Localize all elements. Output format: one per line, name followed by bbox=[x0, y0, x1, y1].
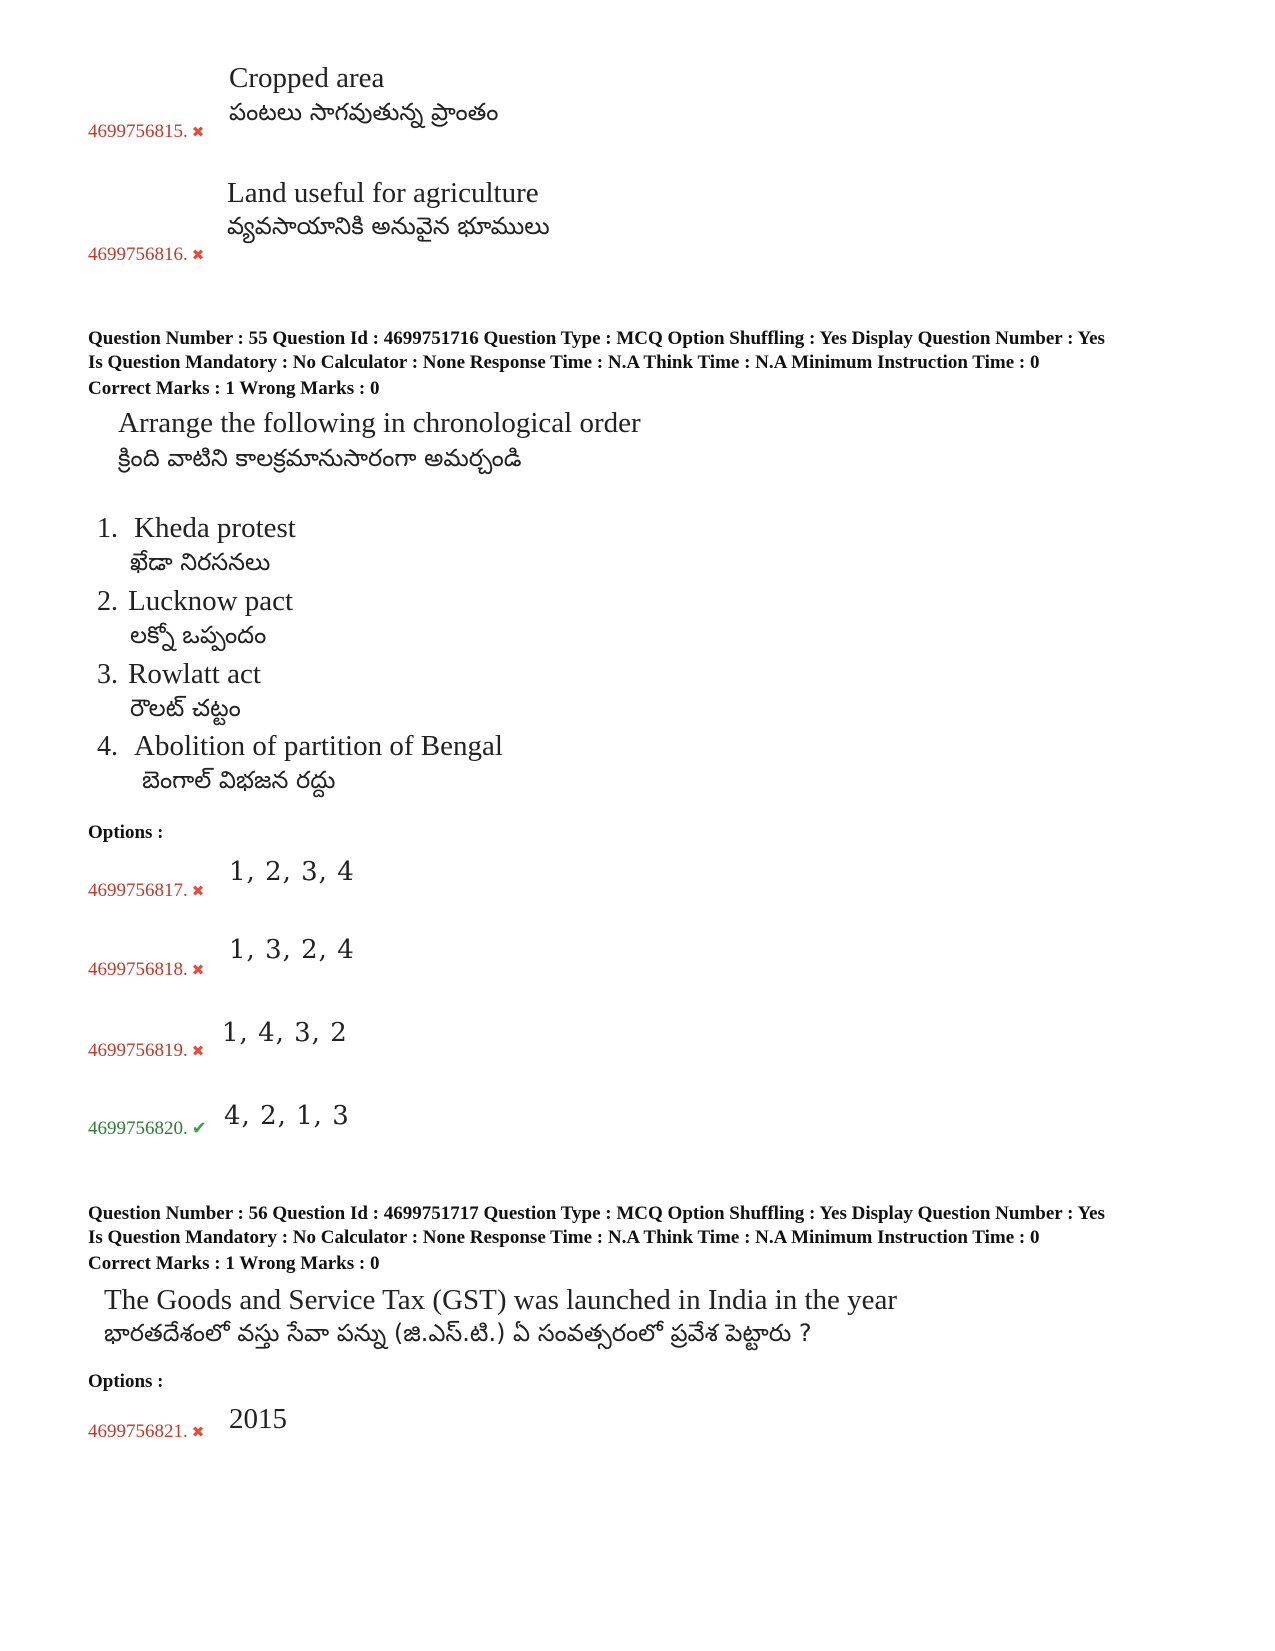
question-marks: Correct Marks : 1 Wrong Marks : 0 bbox=[88, 378, 380, 399]
options-label: Options : bbox=[88, 1371, 164, 1392]
list-item-number: 3. bbox=[97, 659, 118, 690]
options-label: Options : bbox=[88, 822, 164, 843]
question-text-en: The Goods and Service Tax (GST) was launched in India in the year bbox=[104, 1284, 898, 1316]
list-item-text-en: Rowlatt act bbox=[128, 658, 261, 690]
list-item bbox=[97, 730, 503, 763]
option-text-te: వ్యవసాయానికి అనువైన భూములు bbox=[227, 212, 550, 240]
question-meta-line: Question Number : 56 Question Id : 4699751717 Question Type : MCQ Option Shuffling : Yes Display Question Number : Yes bbox=[88, 1203, 1105, 1224]
option-text: 2015 bbox=[229, 1403, 287, 1435]
option-text: 4, 2, 1, 3 bbox=[224, 1101, 350, 1131]
option-id: 4699756817. bbox=[88, 880, 188, 901]
option-row bbox=[88, 1040, 204, 1062]
option-text: 1, 4, 3, 2 bbox=[222, 1018, 348, 1048]
option-id: 4699756818. bbox=[88, 959, 188, 980]
list-item-text-te: ఖేడా నిరసనలు bbox=[130, 548, 271, 576]
list-item-number: 2. bbox=[97, 586, 118, 617]
list-item-text-en: Lucknow pact bbox=[128, 585, 294, 617]
list-item-number: 4. bbox=[97, 731, 118, 762]
question-text-te: భారతదేశంలో వస్తు సేవా పన్ను (జి.ఎస్.టి.) ఏ సంవత్సరంలో ప్రవేశ పెట్టారు ? bbox=[104, 1319, 812, 1347]
option-row bbox=[88, 1421, 204, 1443]
cross-icon: ✖ bbox=[191, 125, 205, 141]
cross-icon: ✖ bbox=[191, 884, 205, 900]
option-text-en: Land useful for agriculture bbox=[227, 177, 539, 209]
question-text-te: క్రింది వాటిని కాలక్రమానుసారంగా అమర్చండి bbox=[118, 444, 522, 472]
list-item bbox=[97, 658, 261, 691]
list-item-text-en: Abolition of partition of Bengal bbox=[134, 730, 503, 762]
question-meta bbox=[88, 1202, 1238, 1276]
option-text-en: Cropped area bbox=[229, 62, 385, 94]
list-item-text-en: Kheda protest bbox=[134, 512, 296, 544]
option-text-te: పంటలు సాగవుతున్న ప్రాంతం bbox=[229, 98, 499, 126]
question-text-en: Arrange the following in chronological order bbox=[118, 407, 641, 439]
list-item-text-te: రౌలట్ చట్టం bbox=[130, 694, 241, 722]
option-id: 4699756819. bbox=[88, 1040, 188, 1061]
option-text: 1, 2, 3, 4 bbox=[229, 857, 355, 887]
option-row bbox=[88, 1118, 207, 1140]
question-meta-line: Question Number : 55 Question Id : 4699751716 Question Type : MCQ Option Shuffling : Yes Display Question Number : Yes bbox=[88, 328, 1105, 349]
list-item-text-te: లక్నో ఒప్పందం bbox=[130, 621, 267, 649]
list-item bbox=[97, 512, 296, 545]
option-row bbox=[88, 244, 204, 266]
question-meta bbox=[88, 327, 1238, 401]
option-id: 4699756821. bbox=[88, 1421, 188, 1442]
option-id: 4699756820. bbox=[88, 1118, 188, 1139]
option-row bbox=[88, 880, 204, 902]
check-icon: ✔ bbox=[191, 1118, 207, 1138]
cross-icon: ✖ bbox=[191, 963, 205, 979]
question-meta-line: Is Question Mandatory : No Calculator : None Response Time : N.A Think Time : N.A Minimum Instruction Time : 0 bbox=[88, 1227, 1040, 1248]
question-marks: Correct Marks : 1 Wrong Marks : 0 bbox=[88, 1253, 380, 1274]
list-item bbox=[97, 585, 293, 618]
list-item-number: 1. bbox=[97, 513, 118, 544]
cross-icon: ✖ bbox=[191, 1044, 205, 1060]
option-id: 4699756815. bbox=[88, 121, 188, 142]
option-row bbox=[88, 959, 204, 981]
option-text: 1, 3, 2, 4 bbox=[229, 935, 355, 965]
cross-icon: ✖ bbox=[191, 1425, 205, 1441]
list-item-text-te: బెంగాల్ విభజన రద్దు bbox=[142, 766, 336, 794]
option-id: 4699756816. bbox=[88, 244, 188, 265]
question-meta-line: Is Question Mandatory : No Calculator : None Response Time : N.A Think Time : N.A Minimum Instruction Time : 0 bbox=[88, 352, 1040, 373]
option-row bbox=[88, 121, 204, 143]
cross-icon: ✖ bbox=[191, 248, 205, 264]
